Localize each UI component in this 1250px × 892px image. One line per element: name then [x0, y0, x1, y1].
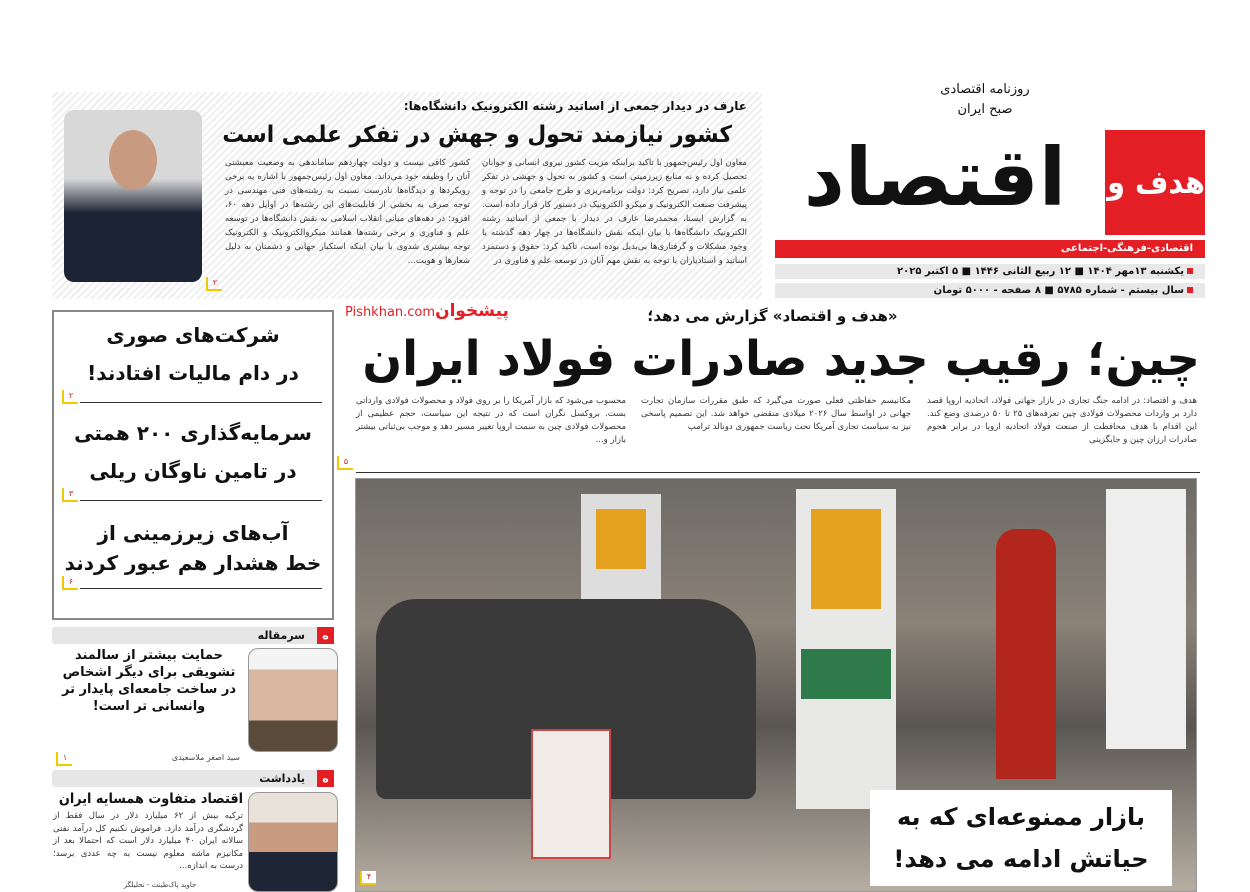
page-ref: ۱ [56, 752, 72, 766]
headline-line: شرکت‌های صوری [106, 323, 280, 347]
masthead [775, 80, 1205, 300]
masthead-logo: اقتصاد [803, 131, 1067, 224]
side-headline[interactable] [54, 414, 332, 490]
page-ref: ۲ [62, 390, 78, 404]
editorial-author-photo [248, 648, 338, 752]
main-story-kicker: «هدف و اقتصاد» گزارش می دهد؛ [647, 307, 898, 325]
top-story-col: معاون اول رئیس‌جمهور با تاکید براینکه مزیت کشور نیروی انسانی و جوانان تحصیل کرده و نه منابع زیرزمینی است و کشور به تحول و جهشی در تفکر علمی نیاز دارد، تصریح کرد: دولت برنامه‌ریزی و طرح جامعی را در توجه و پیشرفت صنعت الکترونیک و میکرو الکترونیک در دستور کار قرار داده است. به گزارش ایسنا، محمدرضا عارف در دیدار با جمعی از اساتید رشته الکترونیک دانشگاه‌ها با بیان اینکه نقش دانشگاه‌ها در چهار دهه گذشته با وجود مشکلات و گرفتاری‌ها بی‌بدیل بوده است، تاکید کرد: حقوق و دستمزد اساتید و استادیاران با توجه به نقش مهم آنان در توسعه علم و فناوری در [482, 158, 747, 266]
masthead-subtitle [885, 80, 1085, 120]
top-story-photo [64, 110, 202, 282]
section-label: یادداشت [259, 772, 305, 785]
date-line: یکشنبه ۱۳مهر ۱۴۰۴ ■ ۱۲ ربیع الثانی ۱۴۴۶ ■ ۵ اکتبر ۲۰۲۵ [775, 264, 1205, 279]
note-section-bar [52, 770, 334, 787]
issue-line: سال بیستم - شماره ۵۷۸۵ ■ ۸ صفحه - ۵۰۰۰ تومان [775, 283, 1205, 298]
side-headlines [52, 310, 334, 620]
watermark-fa: پیشخوان [435, 301, 509, 321]
side-headline[interactable] [54, 316, 332, 392]
main-story-col: محسوب می‌شود که بازار آمریکا را بر روی فولاد و محصولات فولادی وارداتی بست. بروکسل نگران است که در نتیجه این سیاست، حجم عظیمی از محصولات فولادی چین به سمت اروپا تغییر مسیر دهد و موجب بی‌ثباتی بیشتر بازار و... [356, 396, 626, 445]
watermark-en: Pishkhan.com [345, 305, 436, 320]
top-story-kicker: عارف در دیدار جمعی از اساتید رشته الکترونیک دانشگاه‌ها: [403, 99, 747, 113]
page-ref: ۵ [337, 456, 353, 470]
note-headline[interactable]: اقتصاد متفاوت همسایه ایران [58, 791, 243, 807]
headline-line: آب‌های زیرزمینی از [97, 521, 289, 545]
caption-line: حیاتش ادامه می دهد! [893, 845, 1149, 873]
top-story[interactable] [52, 92, 762, 299]
editorial-author: سید اصغر ملاسعیدی [171, 753, 240, 762]
editorial-headline[interactable]: حمایت بیشتر از سالمند تشویقی برای دیگر اشخاص در ساخت جامعه‌ای پایدار تر وانسانی تر است! [61, 648, 236, 714]
note-author-photo [248, 792, 338, 892]
section-label: سرمقاله [257, 629, 305, 642]
masthead-logo-red: هدف و [1107, 163, 1205, 201]
headline-line: در تامین ناوگان ریلی [89, 459, 297, 483]
headline-line: خط هشدار هم عبور کردند [64, 551, 322, 575]
note-author: جاوید پاک‌طینت - تحلیلگر [123, 881, 197, 889]
photo-caption[interactable] [870, 790, 1172, 886]
main-story-headline[interactable]: چین؛ رقیب جدید صادرات فولاد ایران [362, 331, 1200, 387]
headline-line: سرمایه‌گذاری ۲۰۰ همتی [74, 421, 312, 445]
logo-icon: ه [317, 770, 334, 787]
subtitle-line: روزنامه اقتصادی [940, 82, 1030, 97]
caption-line: بازار ممنوعه‌ای که به [897, 803, 1145, 831]
main-story-col: مکانیسم حفاظتی فعلی صورت می‌گیرد که طبق مقررات سازمان تجارت جهانی در اواسط سال ۲۰۲۶ میلادی منقضی خواهد شد. این تصمیم پاسخی نیز به سیاست تجاری آمریکا تحت ریاست جمهوری دونالد ترامپ [641, 396, 911, 432]
page-ref: ۴ [360, 871, 376, 885]
subtitle-line: صبح ایران [957, 102, 1013, 117]
headline-line: در دام مالیات افتادند! [87, 361, 299, 385]
page-ref: ۳ [62, 488, 78, 502]
main-story-col: هدف و اقتصاد: در ادامه جنگ تجاری در بازار جهانی فولاد، اتحادیه اروپا قصد دارد بر واردات محصولات فولادی چین تعرفه‌های ۲۵ تا ۵۰ درصدی وضع کند. این اقدام با هدف محافظت از صنعت فولاد اتحادیه اروپا در برابر هجوم صادرات ارزان چین و جایگزینی [927, 396, 1198, 445]
note-body: ترکیه بیش از ۶۲ میلیارد دلار در سال فقط از گردشگری درآمد دارد. فراموش نکنیم کل درآمد نفتی سالانه ایران ۴۰ میلیارد دلار است که احتمالا بعد از مکانیزم ماشه معلوم نیست به چه عددی برسد؛ درست به اندازه... [53, 811, 243, 871]
masthead-tagline: اقتصادی-فرهنگی-اجتماعی [775, 240, 1205, 258]
page-ref: ۲ [206, 277, 222, 291]
logo-icon: ه [317, 627, 334, 644]
divider [356, 472, 1200, 473]
page-ref: ۶ [62, 576, 78, 590]
top-story-headline[interactable]: کشور نیازمند تحول و جهش در تفکر علمی است [222, 122, 732, 148]
top-story-col: کشور کافی نیست و دولت چهاردهم ساماندهی به وضعیت معیشتی آنان را وظیفه خود می‌داند. معاون اول رئیس‌جمهور با اشاره به برخی رویکردها و دیدگاه‌ها نادرست نسبت به رشته‌های فنی مهندسی در توجه صرف به بخشی از قابلیت‌های این رشته‌ها در اوایل دهه ۶۰، افزود: در دهه‌های میانی انقلاب اسلامی به نقش دانشگاه‌ها در توسعه علم و فناوری و برخی رشته‌ها همانند میکروالکترونیک و الکترونیک توجه بیشتری شدوی با بیان اینکه استکبار جهانی و دشمنان به دلیل شعارها و هویت... [225, 158, 470, 266]
editorial-section-bar [52, 627, 334, 644]
side-headline[interactable] [54, 518, 332, 578]
